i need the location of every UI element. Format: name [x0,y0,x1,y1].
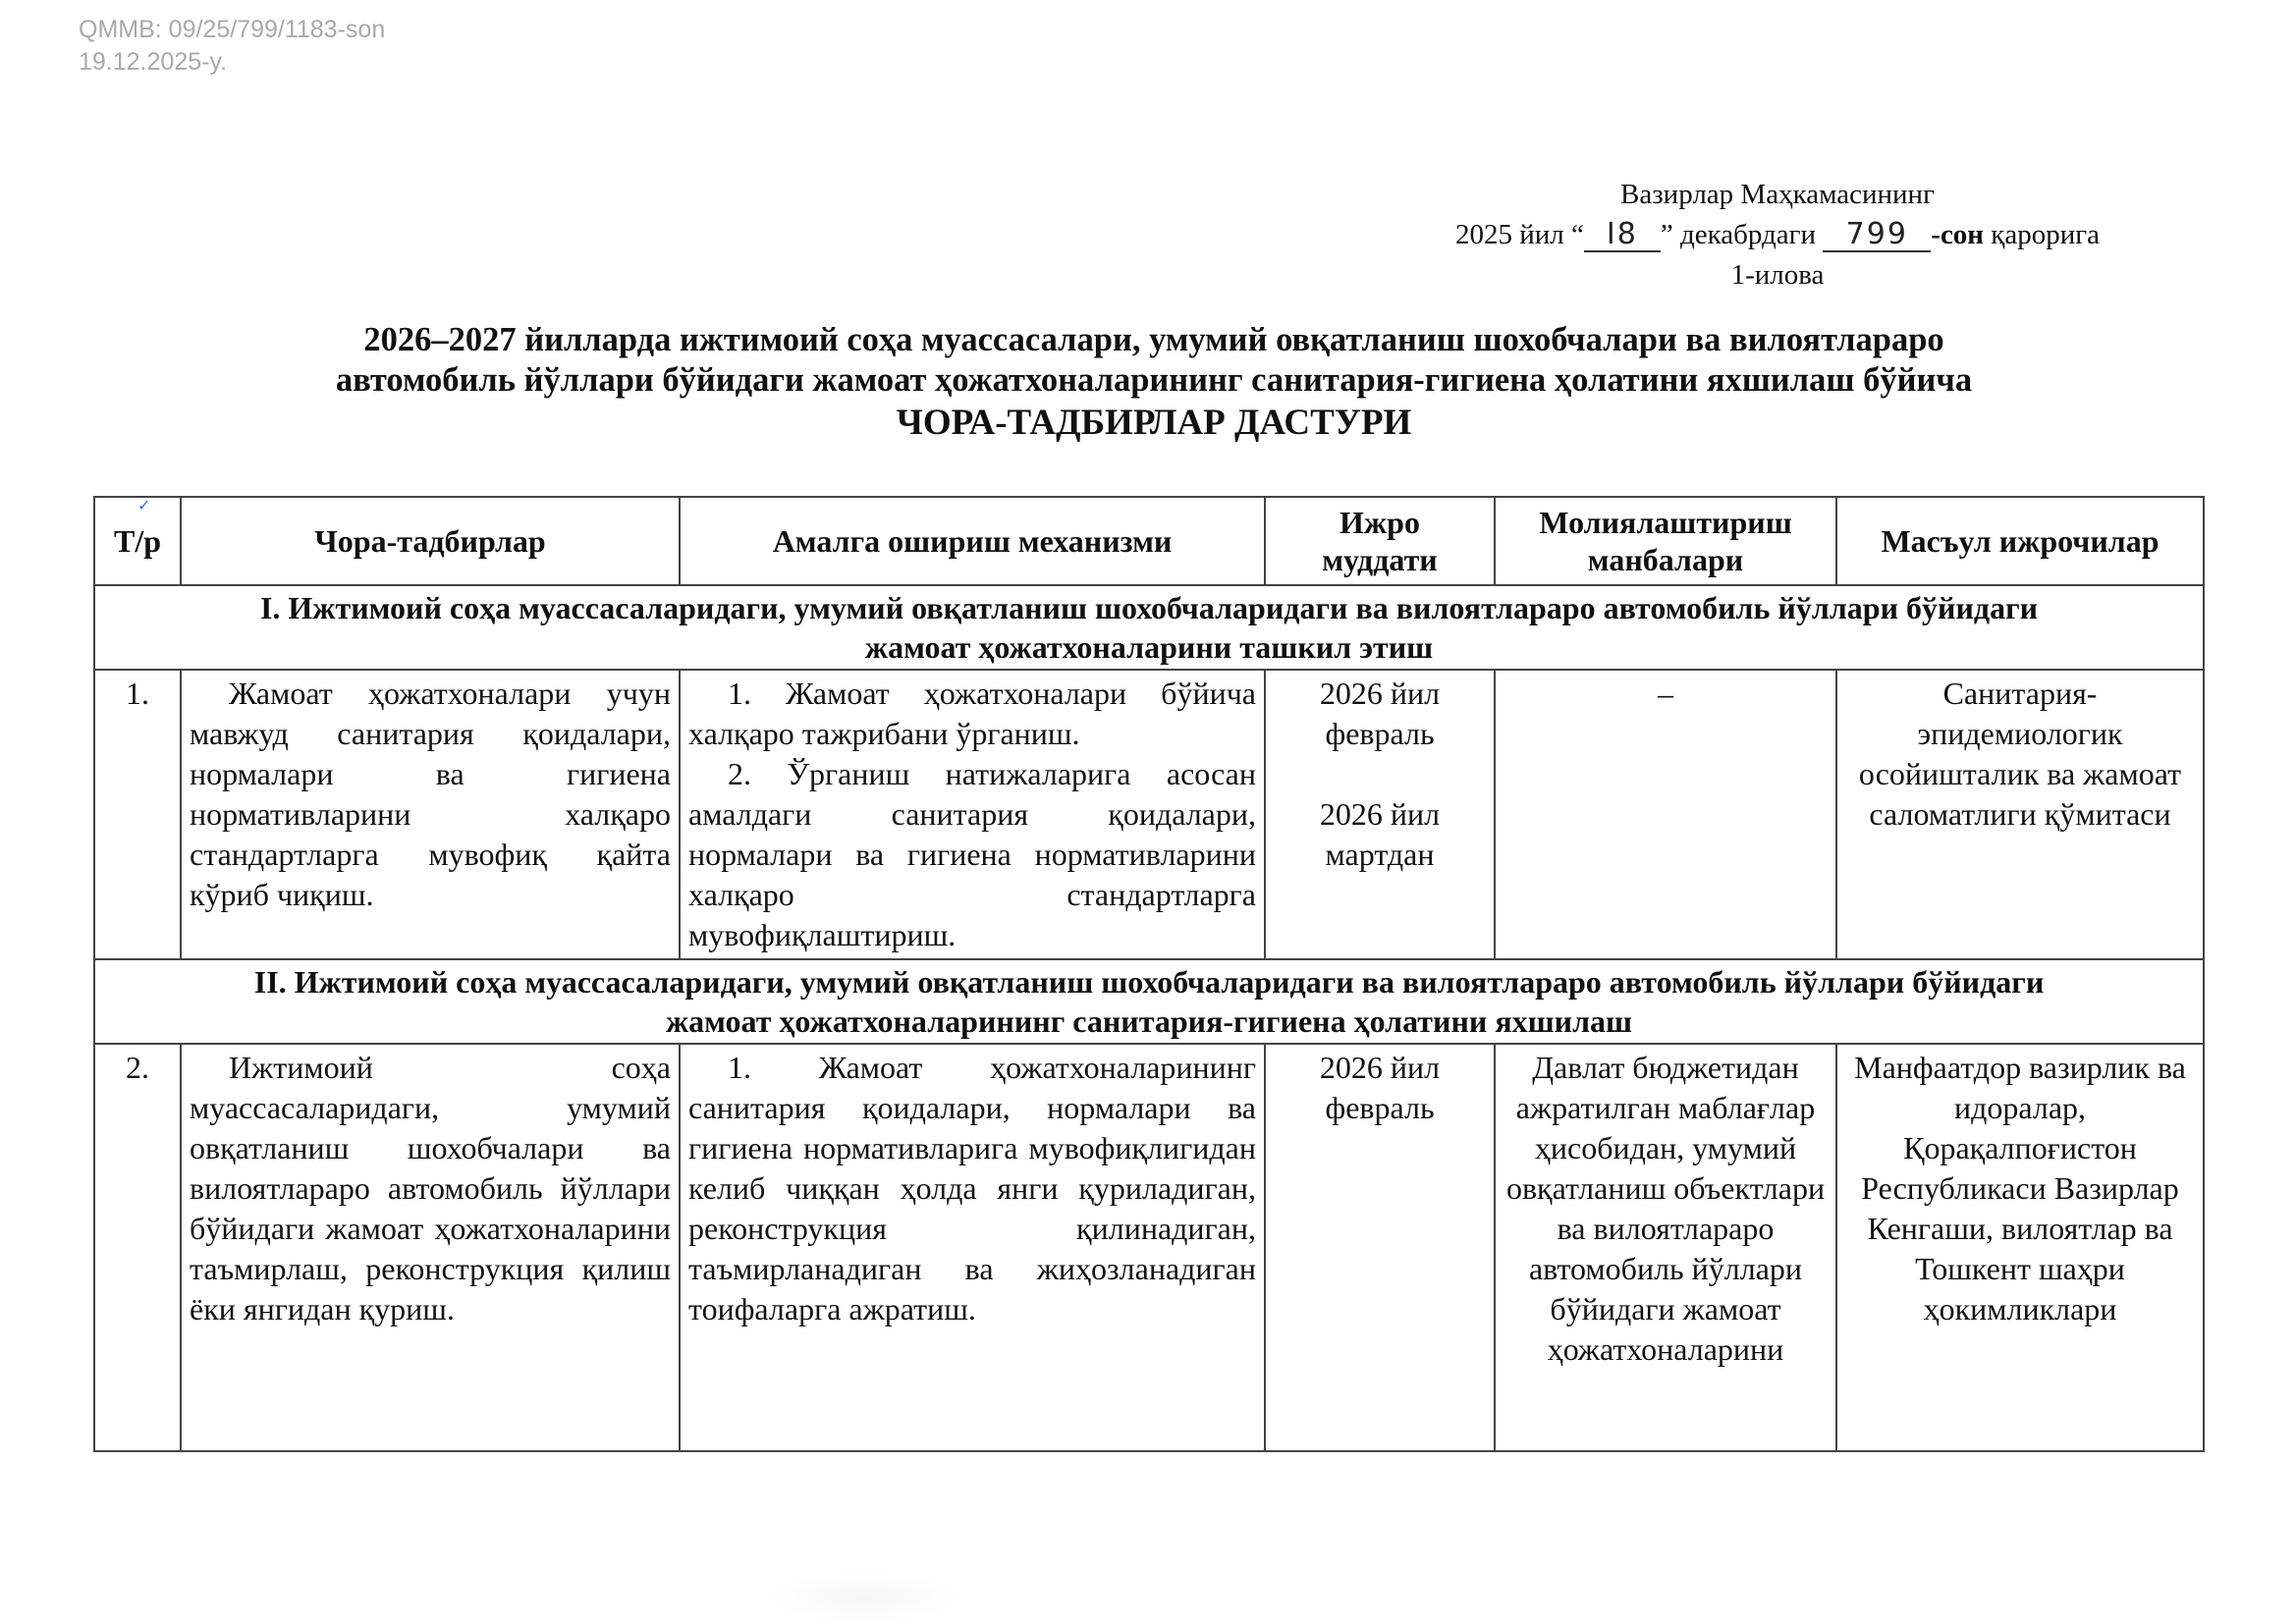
row-1-measure: Жамоат ҳожатхоналари учун мавжуд санитария қоидалари, нормалари ва гигиена нормативларини халқаро стандартларга мувофиқ қайта кўриб чиқиш. [181,670,680,959]
row-1-number: 1. [94,670,181,959]
header-deadline-line-2: муддати [1322,542,1438,577]
row-1-mechanism-step-1: 1. Жамоат ҳожатхоналари бўйича халқаро тажрибани ўрганиш. [688,676,1256,751]
row-2-deadline-month: февраль [1325,1090,1435,1125]
section-row-2 [94,959,2204,1044]
registration-stamp [79,14,385,78]
row-1-deadline-1-year: 2026 йил [1319,676,1441,711]
header-deadline-line-1: Ижро [1339,505,1420,540]
row-2-mechanism-step-1: 1. Жамоат ҳожатхоналарининг санитария қоидалари, нормалари ва гигиена нормативларига мувофиқлигидан келиб чиққан ҳолда янги қуриладиган, реконструкция қилинадиган, таъмирланадиган ва жиҳозланадиган тоифаларга ажратиш. [688,1050,1256,1326]
table-row [94,1044,2204,1451]
row-1-responsible: Санитария-эпидемиологик осойишталик ва жамоат саломатлиги қўмитаси [1836,670,2204,959]
row-1-deadline-2-month: мартдан [1325,837,1435,872]
row-2-responsible: Манфаатдор вазирлик ва идоралар, Қорақалпоғистон Республикаси Вазирлар Кенгаши, вилоятлар ва Тошкент шаҳри ҳокимликлари [1836,1044,2204,1451]
title-line-3: ЧОРА-ТАДБИРЛАР ДАСТУРИ [896,402,1412,443]
row-1-deadline-1-month: февраль [1325,716,1435,751]
row-1-deadline [1265,670,1495,959]
registration-number: QMMB: 09/25/799/1183-son [79,16,386,43]
header-funding-line-2: манбалари [1587,542,1744,577]
checkmark-icon: ✓ [137,496,151,514]
header-number: Т/р [94,497,181,585]
section-1-line-2: жамоат ҳожатхоналарини ташкил этиш [864,629,1434,665]
row-2-mechanism [680,1044,1265,1451]
table-row [94,670,2204,959]
approval-day-handwritten: I8 [1606,217,1638,252]
header-funding-line-1: Молиялаштириш [1539,505,1792,540]
header-responsible: Масъул ижрочилар [1836,497,2204,585]
header-deadline [1265,497,1495,585]
approval-day-field [1584,219,1661,252]
header-mechanism: Амалга ошириш механизми [680,497,1265,585]
row-1-deadline-2-year: 2026 йил [1319,796,1441,832]
table-header-row [94,497,2204,585]
row-2-deadline [1265,1044,1495,1451]
measures-table [93,496,2205,1452]
title-line-1: 2026–2027 йилларда ижтимоий соҳа муассасалари, умумий овқатланиш шохобчалари ва вилоятлараро [363,321,1944,358]
approval-suffix-rest: қарорига [1984,219,2101,251]
approval-number-field [1823,219,1931,252]
row-2-number: 2. [94,1044,181,1451]
approval-resolution-line [1345,215,2210,255]
approval-block [1345,175,2210,297]
approval-issuer: Вазирлар Маҳкамасининг [1620,179,1935,210]
section-1-line-1: I. Ижтимоий соҳа муассасаларидаги, умумий овқатланиш шохобчаларидаги ва вилоятлараро автомобиль йўллари бўйидаги [259,590,2039,625]
document-title [147,320,2160,445]
header-funding [1495,497,1836,585]
section-2-line-1: II. Ижтимоий соҳа муассасаларидаги, умумий овқатланиш шохобчаларидаги ва вилоятлараро автомобиль йўллари бўйидаги [253,964,2045,1000]
row-2-deadline-year: 2026 йил [1319,1050,1441,1085]
row-1-mechanism [680,670,1265,959]
approval-number-handwritten: 799 [1845,217,1908,252]
approval-suffix: -сон [1931,219,1985,251]
row-1-mechanism-step-2: 2. Ўрганиш натижаларига асосан амалдаги санитария қоидалари, нормалари ва гигиена нормативларини халқаро стандартларга мувофиқлаштириш. [688,756,1256,952]
approval-appendix: 1-илова [1730,259,1825,292]
approval-year-prefix: 2025 йил “ [1454,219,1584,251]
section-title-1 [94,585,2204,670]
section-2-line-2: жамоат ҳожатхоналарининг санитария-гигиена ҳолатини яхшилаш [665,1003,1633,1039]
approval-month-text: ” декабрдаги [1660,219,1824,251]
row-1-funding: – [1495,670,1836,959]
title-line-2: автомобиль йўллари бўйидаги жамоат ҳожатхоналарининг санитария-гигиена ҳолатини яхшилаш бўйича [335,361,1973,400]
header-measures: Чора-тадбирлар [181,497,680,585]
section-title-2 [94,959,2204,1044]
registration-date: 19.12.2025-y. [79,47,228,76]
scan-smudge [766,1571,962,1624]
section-row-1 [94,585,2204,670]
row-2-measure: Ижтимоий соҳа муассасаларидаги, умумий овқатланиш шохобчалари ва вилоятлараро автомобиль йўллари бўйидаги жамоат ҳожатхоналарини таъмирлаш, реконструкция қилиш ёки янгидан қуриш. [181,1044,680,1451]
row-2-funding: Давлат бюджетидан ажратилган маблағлар ҳисобидан, умумий овқатланиш объектлари ва вилоятлараро автомобиль йўллари бўйидаги жамоат ҳожатхоналарини [1495,1044,1836,1451]
